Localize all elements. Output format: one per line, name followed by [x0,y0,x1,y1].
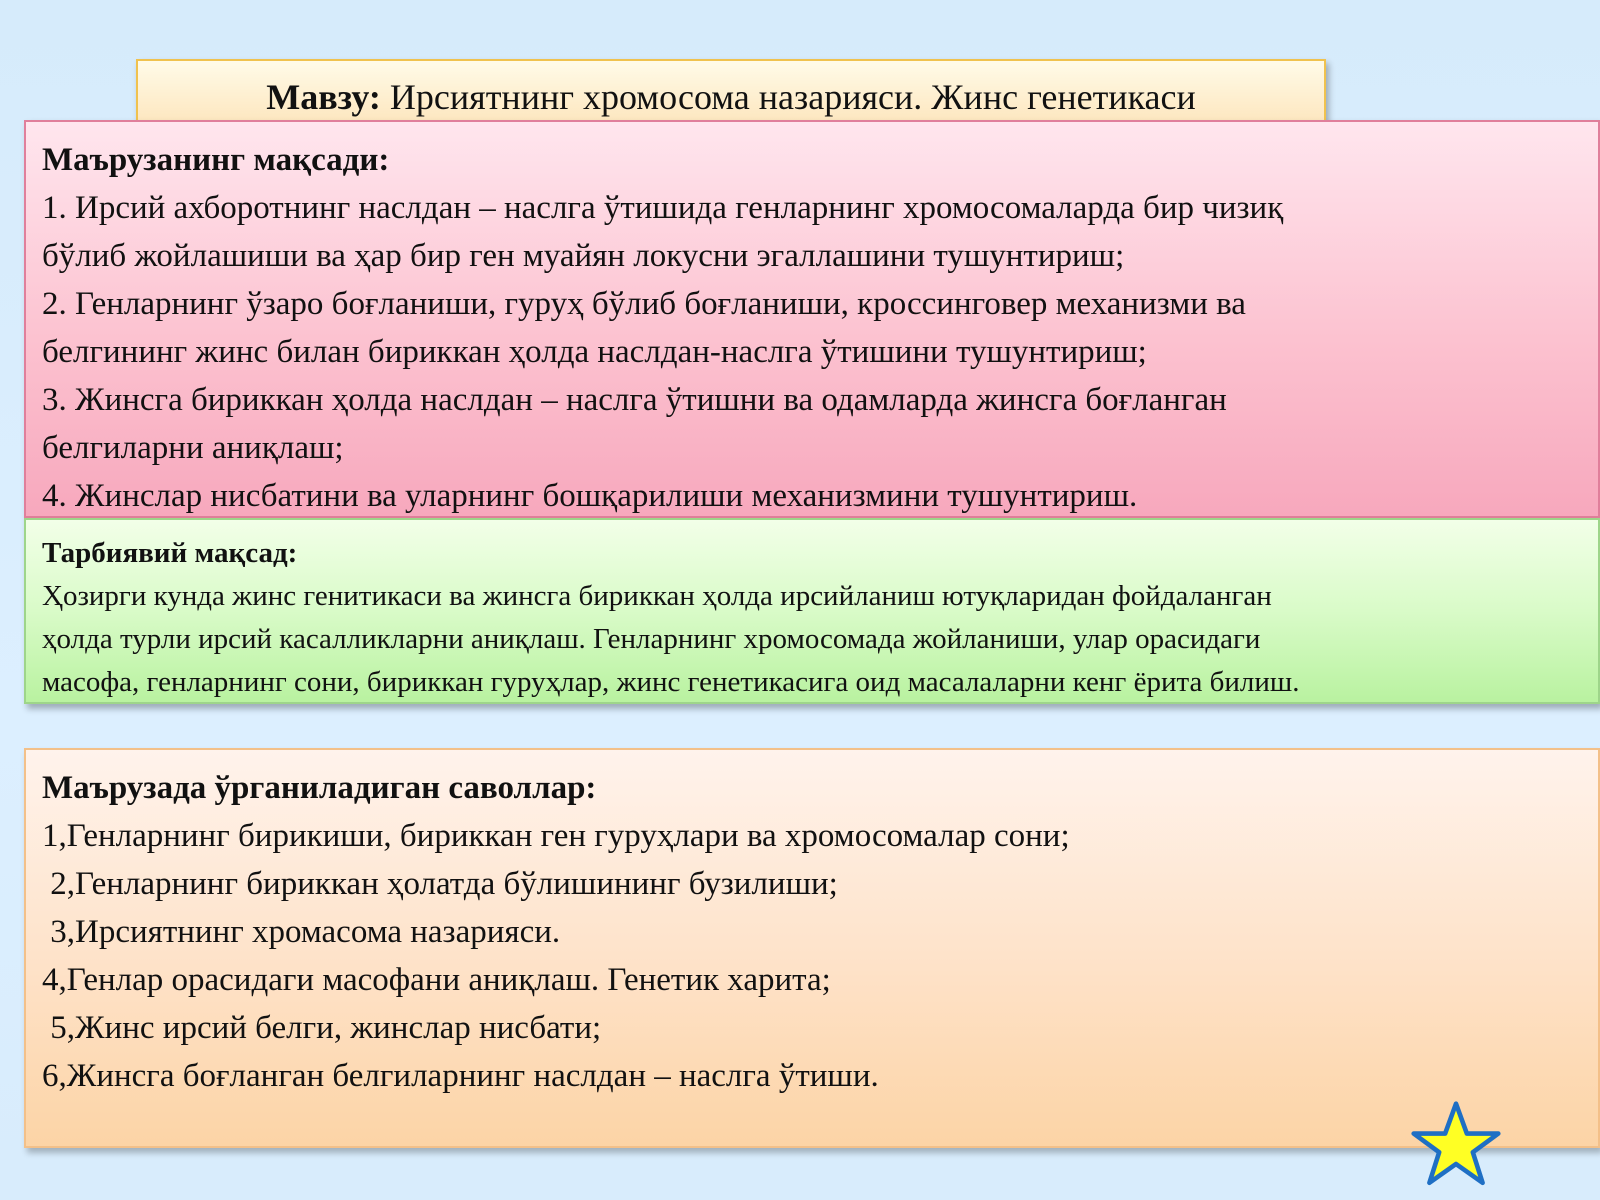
lecture-goals-heading: Маърузанинг мақсади: [42,142,390,178]
educational-goal-heading: Тарбиявий мақсад: [42,537,298,569]
question-line: 1,Генларнинг бирикиши, бириккан ген гуруҳлари ва хромосомалар сони; [42,818,1070,854]
question-line: 3,Ирсиятнинг хромасома назарияси. [42,914,561,950]
question-line: 4,Генлар орасидаги масофани аниқлаш. Генетик харита; [42,962,831,998]
star-icon [1410,1100,1502,1192]
educational-goal-line: ҳолда турли ирсий касалликларни аниқлаш. Генларнинг хромосомада жойланиши, улар орасидаги [42,623,1261,655]
educational-goal-line: масофа, генларнинг сони, бириккан гуруҳлар, жинс генетикасига оид масалаларни кенг ёрита билиш. [42,666,1300,698]
goal-line: белгиларни аниқлаш; [42,430,344,466]
goal-line: белгининг жинс билан бириккан ҳолда наслдан-наслга ўтишини тушунтириш; [42,334,1147,370]
lecture-questions-box [24,748,1600,1148]
question-line: 6,Жинсга боғланган белгиларнинг наслдан – наслга ўтиши. [42,1058,879,1094]
educational-goal-line: Ҳозирги кунда жинс генитикаси ва жинсга бириккан ҳолда ирсийланиш ютуқларидан фойдаланган [42,580,1272,612]
goal-line: 3. Жинсга бириккан ҳолда наслдан – наслга ўтишни ва одамларда жинсга боғланган [42,382,1227,418]
question-line: 2,Генларнинг бириккан ҳолатда бўлишининг бузилиши; [42,866,838,902]
educational-goal-box [24,518,1600,704]
topic-text: Ирсиятнинг хромосома назарияси. Жинс генетикаси [380,77,1196,117]
star-shape [1414,1104,1499,1183]
goal-line: 2. Генларнинг ўзаро боғланиши, гуруҳ бўлиб боғланиши, кроссинговер механизми ва [42,286,1246,322]
topic-label: Мавзу: [266,77,381,117]
topic-title-box [136,59,1326,123]
goal-line: 4. Жинслар нисбатини ва уларнинг бошқарилиши механизмини тушунтириш. [42,478,1138,514]
question-line: 5,Жинс ирсий белги, жинслар нисбати; [42,1010,602,1046]
goal-line: 1. Ирсий ахборотнинг наслдан – наслга ўтишида генларнинг хромосомаларда бир чизиқ [42,190,1284,226]
lecture-goals-box [24,120,1600,518]
lecture-questions-heading: Маърузада ўрганиладиган саволлар: [42,770,597,806]
goal-line: бўлиб жойлашиши ва ҳар бир ген муайян локусни эгаллашини тушунтириш; [42,238,1125,274]
